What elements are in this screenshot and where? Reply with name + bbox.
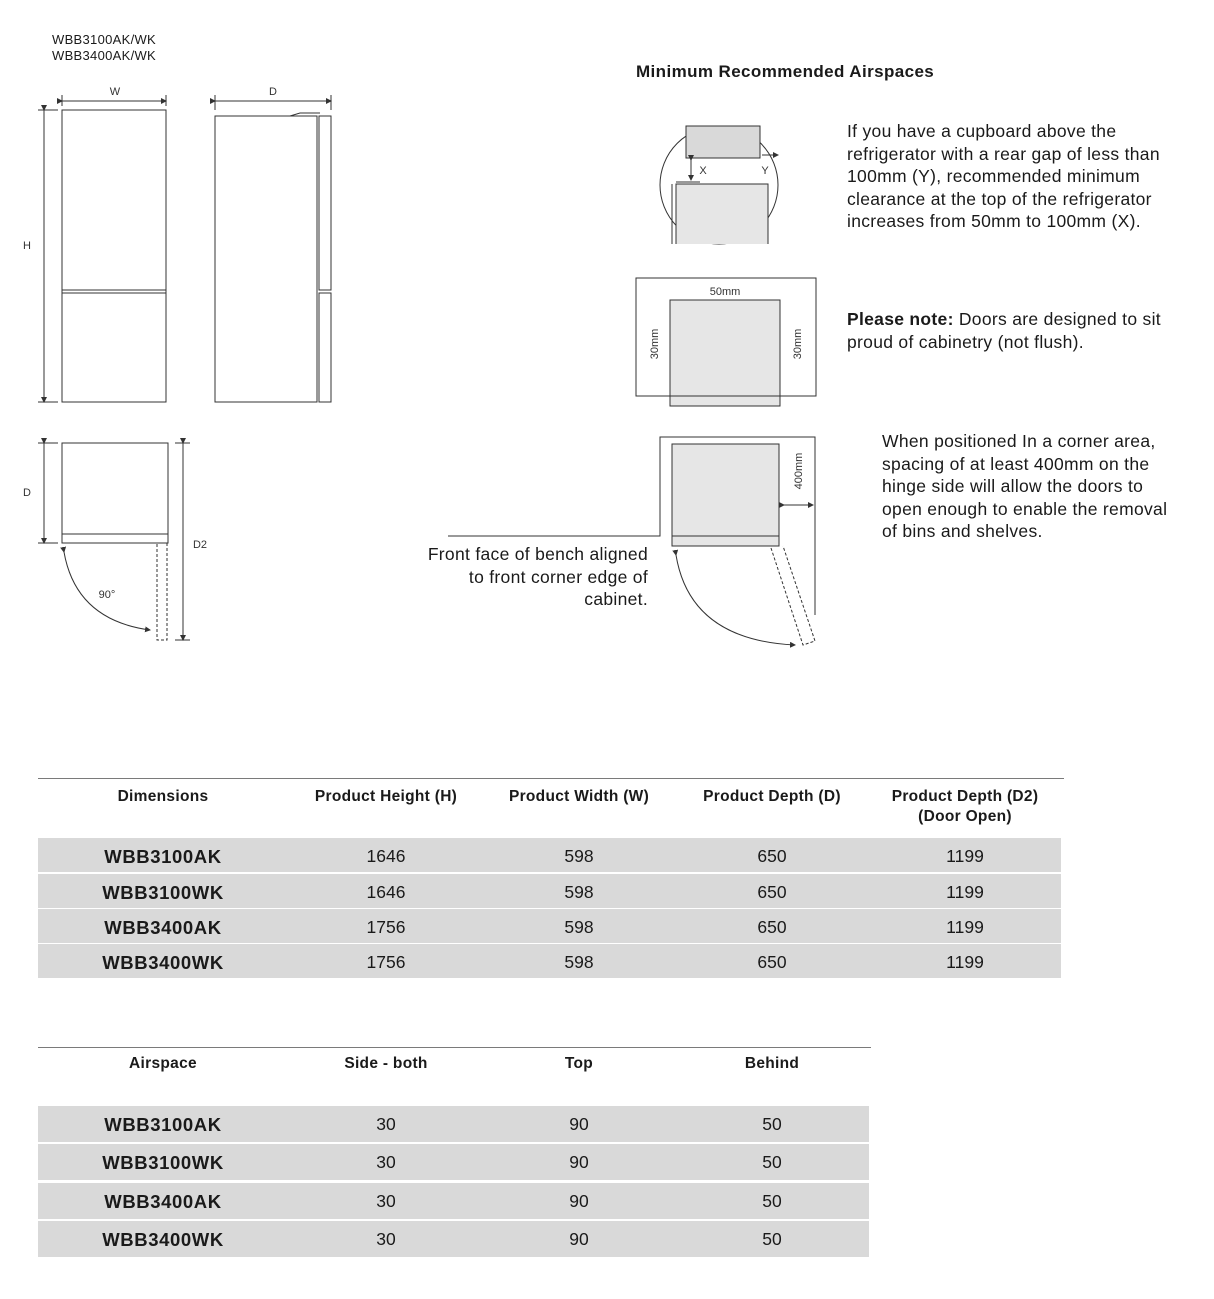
column-header: Product Depth (D) [703,788,841,805]
value-cell: 1646 [366,882,406,902]
top-gap-label: 50mm [709,286,741,298]
depth-side-label: D [23,487,31,499]
width-label: W [109,86,121,98]
column-header: Dimensions [117,788,209,805]
value-cell: 1199 [946,952,984,972]
corner-text: When positioned In a corner area, spacing of at least 400mm on the hinge side will allow the doors to open enough to enable the removal of bins and shelves. [882,431,1168,542]
angle-label: 90° [98,589,116,601]
value-cell: 598 [564,917,594,937]
column-header: Top [564,1055,594,1072]
value-cell: 90 [569,1191,589,1211]
model-label: WBB3400AK/WK [52,48,157,63]
top-view [38,443,190,640]
table-row [38,1221,869,1257]
value-cell: 90 [569,1114,589,1134]
model-cell: WBB3100AK [104,1114,222,1135]
value-cell: 1199 [946,846,984,866]
value-cell: 1756 [366,917,406,937]
value-cell: 90 [569,1152,589,1172]
bench-text: Front face of bench aligned to front corner edge of cabinet. [427,544,648,610]
note-text [847,308,1187,353]
value-cell: 30 [376,1114,396,1134]
table-row [38,1183,869,1219]
front-view [38,95,166,402]
y-label: Y [761,165,769,177]
value-cell: 30 [376,1191,396,1211]
value-cell: 30 [376,1229,396,1249]
model-cell: WBB3100AK [104,846,222,867]
column-header: Product Height (H) [314,788,458,805]
depth-label: D [269,86,277,98]
table-row [38,874,1061,908]
value-cell: 50 [762,1191,782,1211]
value-cell: 1646 [366,846,406,866]
value-cell: 650 [757,846,787,866]
column-header: Product Depth (D2) (Door Open) [891,788,1039,825]
table-row [38,944,1061,978]
value-cell: 598 [564,952,594,972]
value-cell: 50 [762,1152,782,1172]
table-row [38,1144,869,1180]
airspaces-heading: Minimum Recommended Airspaces [636,62,935,81]
side-right-label: 30mm [792,328,804,360]
side-view [215,95,331,402]
table-row [38,1106,869,1142]
table-divider [38,1047,871,1048]
d2-label: D2 [192,539,208,551]
cupboard-text: If you have a cupboard above the refrigerator with a rear gap of less than 100mm (Y), recommended minimum clearance at the top of the refrigerator increases from 50mm to 100mm (X). [847,121,1160,232]
model-cell: WBB3100WK [102,1152,224,1173]
value-cell: 50 [762,1114,782,1134]
x-label: X [699,165,707,177]
model-label: WBB3100AK/WK [52,32,157,47]
value-cell: 1199 [946,882,984,902]
value-cell: 50 [762,1229,782,1249]
column-header: Side - both [344,1055,428,1072]
model-cell: WBB3400AK [104,1191,222,1212]
column-header: Product Width (W) [508,788,650,805]
note-rest: Doors are designed to sit proud of cabinetry (not flush). [847,309,1161,352]
column-header: Behind [744,1055,800,1072]
model-cell: WBB3100WK [102,882,224,903]
corner-gap-label: 400mm [793,452,805,490]
value-cell: 650 [757,882,787,902]
cupboard-detail [660,126,778,244]
dimensions-table [38,778,1064,978]
height-label: H [23,240,31,252]
value-cell: 1199 [946,917,984,937]
value-cell: 650 [757,952,787,972]
model-cell: WBB3400WK [102,1229,224,1250]
model-cell: WBB3400WK [102,952,224,973]
value-cell: 650 [757,917,787,937]
column-header: Airspace [129,1055,197,1072]
model-cell: WBB3400AK [104,917,222,938]
corner-detail [448,437,815,645]
side-left-label: 30mm [649,328,661,360]
table-row [38,909,1061,943]
airspace-table [38,1047,872,1259]
value-cell: 598 [564,846,594,866]
value-cell: 598 [564,882,594,902]
note-bold: Please note: [847,309,954,329]
table-row [38,838,1061,872]
table-divider [38,778,1064,779]
value-cell: 1756 [366,952,406,972]
value-cell: 90 [569,1229,589,1249]
value-cell: 30 [376,1152,396,1172]
